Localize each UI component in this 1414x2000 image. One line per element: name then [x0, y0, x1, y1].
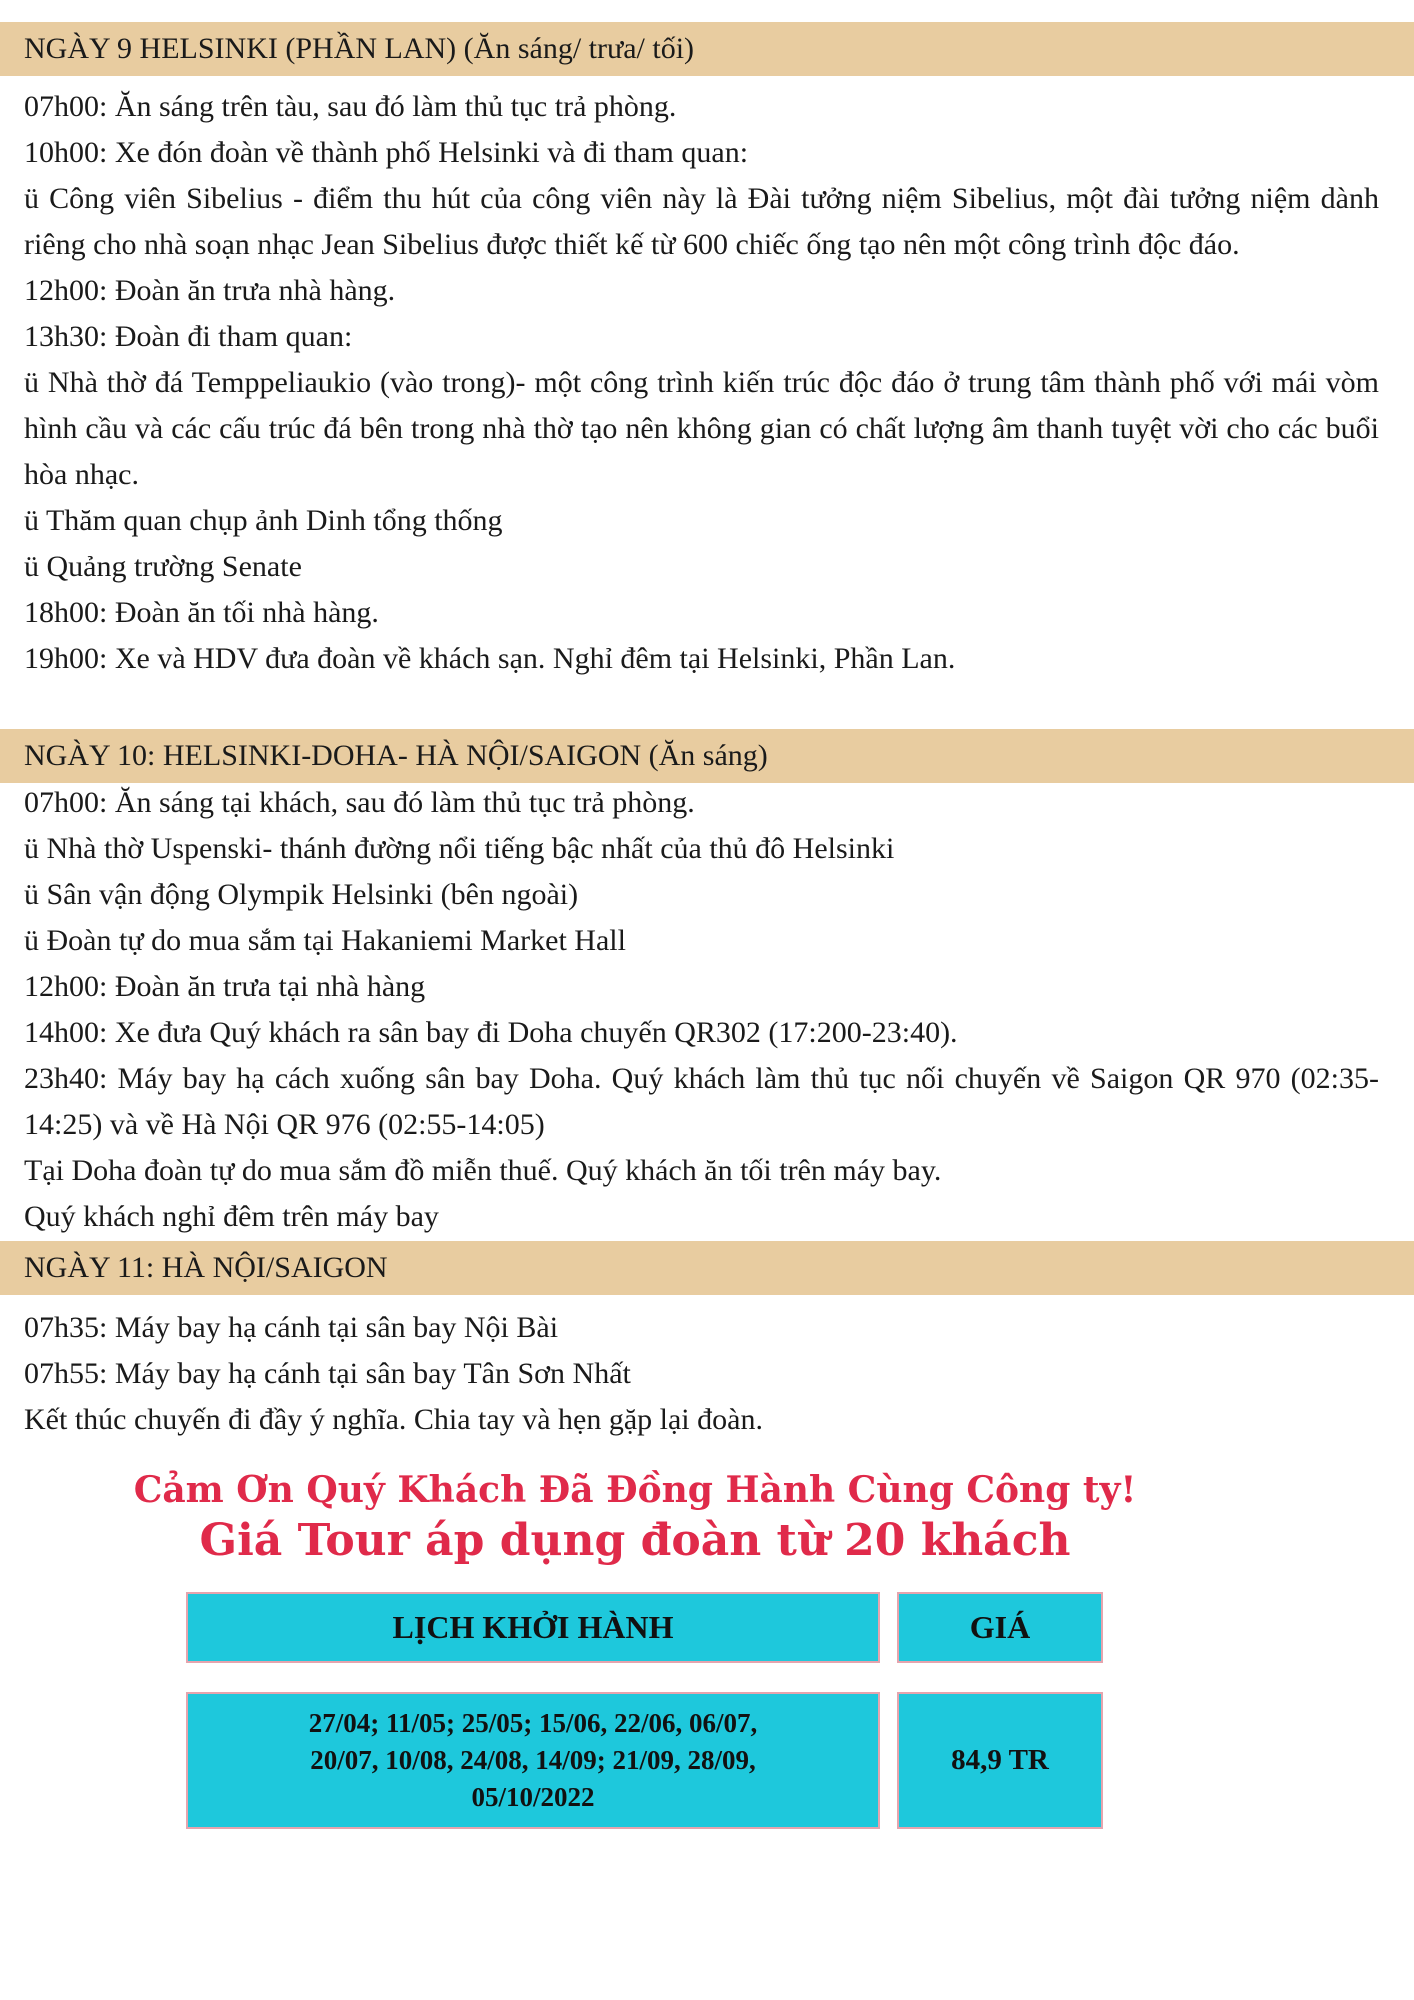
schedule-dates-cell [186, 1692, 880, 1829]
day9-itinerary [24, 84, 1379, 682]
price-header-cell [897, 1592, 1103, 1663]
itinerary-line: 07h00: Ăn sáng trên tàu, sau đó làm thủ tục trả phòng. [24, 90, 677, 123]
itinerary-line: ü Nhà thờ đá Temppeliaukio (vào trong)- một công trình kiến trúc độc đáo ở trung tâm thành phố với mái vòm hình cầu và các cấu trúc đá bên trong nhà thờ tạo nên không gian có chất lượng âm thanh tuyệt vời cho các buổi hòa nhạc. [24, 366, 1379, 491]
itinerary-line: 12h00: Đoàn ăn trưa nhà hàng. [24, 274, 396, 307]
schedule-dates-line: 05/10/2022 [471, 1782, 595, 1812]
day11-itinerary [24, 1305, 1379, 1443]
price-header-label: GIÁ [969, 1609, 1031, 1645]
itinerary-line: 23h40: Máy bay hạ cách xuống sân bay Doha. Quý khách làm thủ tục nối chuyến về Saigon QR 970 (02:35-14:25) và về Hà Nội QR 976 (02:55-14:05) [24, 1062, 1379, 1141]
itinerary-line: 12h00: Đoàn ăn trưa tại nhà hàng [24, 970, 426, 1003]
day10-header: NGÀY 10: HELSINKI-DOHA- HÀ NỘI/SAIGON (Ăn sáng) [0, 729, 1414, 783]
itinerary-line: 18h00: Đoàn ăn tối nhà hàng. [24, 596, 379, 629]
itinerary-line: 10h00: Xe đón đoàn về thành phố Helsinki và đi tham quan: [24, 136, 749, 169]
day10-itinerary [24, 780, 1379, 1240]
itinerary-line: 07h00: Ăn sáng tại khách, sau đó làm thủ tục trả phòng. [24, 786, 695, 819]
day11-header: NGÀY 11: HÀ NỘI/SAIGON [0, 1241, 1414, 1295]
price-value-cell [897, 1692, 1103, 1829]
itinerary-line: 07h55: Máy bay hạ cánh tại sân bay Tân Sơn Nhất [24, 1357, 631, 1390]
itinerary-line: 19h00: Xe và HDV đưa đoàn về khách sạn. Nghỉ đêm tại Helsinki, Phần Lan. [24, 642, 956, 675]
itinerary-line: Tại Doha đoàn tự do mua sắm đồ miễn thuế. Quý khách ăn tối trên máy bay. [24, 1154, 942, 1187]
day9-header: NGÀY 9 HELSINKI (PHẦN LAN) (Ăn sáng/ trưa/ tối) [0, 22, 1414, 76]
itinerary-line: ü Nhà thờ Uspenski- thánh đường nổi tiếng bậc nhất của thủ đô Helsinki [24, 832, 895, 865]
itinerary-line: ü Sân vận động Olympik Helsinki (bên ngoài) [24, 878, 579, 911]
price-value: 84,9 TR [951, 1744, 1049, 1776]
itinerary-line: ü Quảng trường Senate [24, 550, 302, 583]
schedule-dates-line: 27/04; 11/05; 25/05; 15/06, 22/06, 06/07, [308, 1708, 758, 1738]
itinerary-line: ü Đoàn tự do mua sắm tại Hakaniemi Market Hall [24, 924, 626, 957]
itinerary-line: Kết thúc chuyến đi đầy ý nghĩa. Chia tay và hẹn gặp lại đoàn. [24, 1403, 763, 1436]
itinerary-line: Quý khách nghỉ đêm trên máy bay [24, 1200, 439, 1233]
schedule-dates-line: 20/07, 10/08, 24/08, 14/09; 21/09, 28/09, [310, 1745, 756, 1775]
itinerary-line: 14h00: Xe đưa Quý khách ra sân bay đi Doha chuyến QR302 (17:200-23:40). [24, 1016, 958, 1049]
itinerary-line: ü Công viên Sibelius - điểm thu hút của công viên này là Đài tưởng niệm Sibelius, một đài tưởng niệm dành riêng cho nhà soạn nhạc Jean Sibelius được thiết kế từ 600 chiếc ống tạo nên một công trình độc đáo. [24, 182, 1379, 261]
thanks-heading: Cảm Ơn Quý Khách Đã Đồng Hành Cùng Công ty! [133, 1469, 1137, 1511]
schedule-header-cell [186, 1592, 880, 1663]
itinerary-line: 07h35: Máy bay hạ cánh tại sân bay Nội Bài [24, 1311, 559, 1344]
itinerary-line: ü Thăm quan chụp ảnh Dinh tổng thống [24, 504, 503, 537]
schedule-header-label: LỊCH KHỞI HÀNH [392, 1609, 674, 1645]
tour-price-note: Giá Tour áp dụng đoàn từ 20 khách [199, 1515, 1071, 1566]
itinerary-line: 13h30: Đoàn đi tham quan: [24, 320, 353, 353]
